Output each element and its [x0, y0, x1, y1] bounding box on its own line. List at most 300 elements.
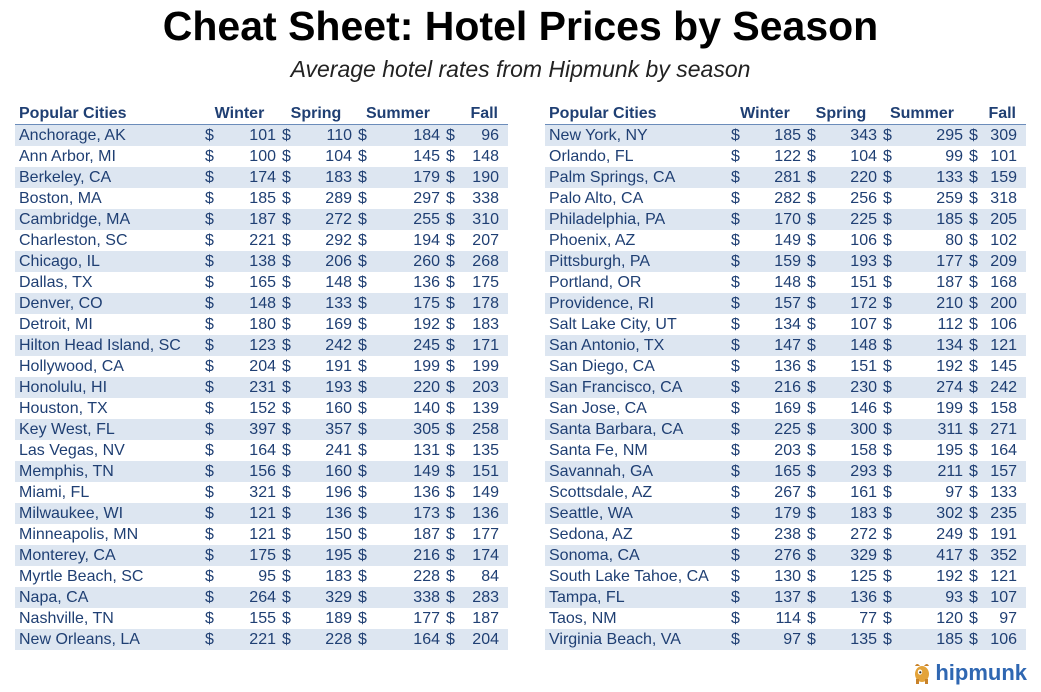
price-cell-fall [965, 398, 1026, 419]
currency-symbol: $ [446, 337, 455, 354]
price-cell-spring [803, 503, 879, 524]
price-cell-winter [727, 398, 803, 419]
price-value: 318 [990, 190, 1017, 207]
city-cell: Philadelphia, PA [545, 209, 727, 230]
price-value: 210 [936, 295, 963, 312]
price-value: 185 [774, 127, 801, 144]
price-cell-spring [278, 230, 354, 251]
currency-symbol: $ [358, 505, 367, 522]
price-cell-summer [879, 461, 965, 482]
price-cell-summer [879, 335, 965, 356]
table-row [545, 125, 1026, 147]
price-cell-fall [442, 629, 508, 650]
price-cell-spring [803, 524, 879, 545]
price-cell-summer [354, 587, 442, 608]
currency-symbol: $ [807, 127, 816, 144]
price-cell-fall [965, 125, 1026, 147]
price-cell-winter [727, 272, 803, 293]
price-cell-fall [442, 545, 508, 566]
city-cell: San Francisco, CA [545, 377, 727, 398]
price-value: 205 [990, 211, 1017, 228]
price-cell-summer [354, 314, 442, 335]
price-cell-spring [278, 146, 354, 167]
table-row [545, 314, 1026, 335]
currency-symbol: $ [446, 316, 455, 333]
price-value: 338 [472, 190, 499, 207]
currency-symbol: $ [731, 211, 740, 228]
price-cell-winter [727, 461, 803, 482]
price-cell-summer [354, 545, 442, 566]
price-cell-winter [727, 419, 803, 440]
currency-symbol: $ [358, 274, 367, 291]
price-value: 179 [413, 169, 440, 186]
city-cell: Phoenix, AZ [545, 230, 727, 251]
currency-symbol: $ [358, 442, 367, 459]
logo-text: hipmunk [935, 660, 1027, 685]
price-value: 193 [325, 379, 352, 396]
price-value: 133 [990, 484, 1017, 501]
price-value: 177 [413, 610, 440, 627]
price-cell-summer [879, 440, 965, 461]
currency-symbol: $ [446, 547, 455, 564]
price-value: 95 [258, 568, 276, 585]
price-value: 267 [774, 484, 801, 501]
price-value: 169 [325, 316, 352, 333]
price-cell-spring [278, 293, 354, 314]
currency-symbol: $ [969, 589, 978, 606]
currency-symbol: $ [969, 484, 978, 501]
price-value: 225 [850, 211, 877, 228]
price-cell-summer [879, 503, 965, 524]
currency-symbol: $ [969, 505, 978, 522]
currency-symbol: $ [205, 295, 214, 312]
currency-symbol: $ [883, 589, 892, 606]
price-value: 106 [990, 631, 1017, 648]
city-cell: Denver, CO [15, 293, 201, 314]
currency-symbol: $ [807, 442, 816, 459]
table-row [15, 524, 508, 545]
currency-symbol: $ [731, 148, 740, 165]
table-header-row [545, 104, 1026, 125]
price-cell-winter [727, 188, 803, 209]
city-cell: Napa, CA [15, 587, 201, 608]
table-row [15, 167, 508, 188]
price-value: 160 [325, 463, 352, 480]
currency-symbol: $ [969, 232, 978, 249]
price-value: 104 [325, 148, 352, 165]
price-value: 107 [990, 589, 1017, 606]
currency-symbol: $ [969, 463, 978, 480]
price-value: 343 [850, 127, 877, 144]
table-row [545, 272, 1026, 293]
price-value: 157 [990, 463, 1017, 480]
price-value: 100 [249, 148, 276, 165]
price-cell-spring [803, 314, 879, 335]
currency-symbol: $ [807, 526, 816, 543]
price-cell-fall [442, 188, 508, 209]
currency-symbol: $ [883, 316, 892, 333]
currency-symbol: $ [731, 127, 740, 144]
page-title: Cheat Sheet: Hotel Prices by Season [162, 3, 879, 49]
city-cell: New Orleans, LA [15, 629, 201, 650]
city-cell: Key West, FL [15, 419, 201, 440]
price-cell-fall [965, 419, 1026, 440]
currency-symbol: $ [731, 400, 740, 417]
price-value: 149 [774, 232, 801, 249]
currency-symbol: $ [807, 547, 816, 564]
price-cell-summer [354, 167, 442, 188]
currency-symbol: $ [205, 610, 214, 627]
currency-symbol: $ [282, 526, 291, 543]
currency-symbol: $ [731, 610, 740, 627]
currency-symbol: $ [731, 631, 740, 648]
price-cell-spring [278, 566, 354, 587]
currency-symbol: $ [883, 400, 892, 417]
price-cell-fall [442, 524, 508, 545]
currency-symbol: $ [969, 211, 978, 228]
currency-symbol: $ [446, 253, 455, 270]
currency-symbol: $ [731, 379, 740, 396]
price-value: 177 [936, 253, 963, 270]
price-value: 156 [249, 463, 276, 480]
currency-symbol: $ [282, 190, 291, 207]
price-value: 164 [990, 442, 1017, 459]
price-value: 225 [774, 421, 801, 438]
currency-symbol: $ [205, 442, 214, 459]
price-value: 242 [325, 337, 352, 354]
price-value: 249 [936, 526, 963, 543]
currency-symbol: $ [446, 442, 455, 459]
price-value: 158 [990, 400, 1017, 417]
price-cell-spring [278, 314, 354, 335]
currency-symbol: $ [883, 463, 892, 480]
price-cell-fall [965, 251, 1026, 272]
currency-symbol: $ [731, 589, 740, 606]
currency-symbol: $ [446, 274, 455, 291]
price-cell-winter [201, 377, 278, 398]
city-cell: Myrtle Beach, SC [15, 566, 201, 587]
price-cell-winter [201, 608, 278, 629]
currency-symbol: $ [358, 421, 367, 438]
price-cell-winter [727, 167, 803, 188]
currency-symbol: $ [731, 421, 740, 438]
price-cell-summer [354, 629, 442, 650]
price-cell-fall [965, 335, 1026, 356]
price-value: 136 [325, 505, 352, 522]
currency-symbol: $ [883, 547, 892, 564]
price-value: 99 [945, 148, 963, 165]
currency-symbol: $ [969, 127, 978, 144]
currency-symbol: $ [446, 505, 455, 522]
currency-symbol: $ [282, 568, 291, 585]
price-cell-spring [278, 608, 354, 629]
price-cell-winter [727, 251, 803, 272]
currency-symbol: $ [731, 295, 740, 312]
currency-symbol: $ [282, 589, 291, 606]
price-cell-summer [354, 524, 442, 545]
price-cell-summer [879, 188, 965, 209]
price-cell-winter [201, 419, 278, 440]
price-cell-summer [354, 566, 442, 587]
currency-symbol: $ [731, 568, 740, 585]
price-cell-summer [879, 356, 965, 377]
price-cell-winter [201, 440, 278, 461]
city-cell: Santa Fe, NM [545, 440, 727, 461]
currency-symbol: $ [282, 148, 291, 165]
price-value: 203 [472, 379, 499, 396]
table-row [15, 440, 508, 461]
price-value: 155 [249, 610, 276, 627]
city-cell: Monterey, CA [15, 545, 201, 566]
price-value: 311 [937, 421, 963, 438]
currency-symbol: $ [883, 505, 892, 522]
price-value: 199 [936, 400, 963, 417]
price-value: 272 [325, 211, 352, 228]
currency-symbol: $ [883, 211, 892, 228]
price-cell-spring [278, 629, 354, 650]
price-cell-fall [965, 482, 1026, 503]
price-cell-fall [965, 314, 1026, 335]
price-value: 259 [936, 190, 963, 207]
price-cell-winter [201, 629, 278, 650]
price-value: 97 [945, 484, 963, 501]
currency-symbol: $ [205, 253, 214, 270]
table-row [15, 629, 508, 650]
currency-symbol: $ [807, 190, 816, 207]
price-cell-summer [879, 587, 965, 608]
currency-symbol: $ [446, 379, 455, 396]
currency-symbol: $ [883, 526, 892, 543]
currency-symbol: $ [807, 148, 816, 165]
price-value: 136 [774, 358, 801, 375]
city-cell: Virginia Beach, VA [545, 629, 727, 650]
price-value: 183 [325, 568, 352, 585]
currency-symbol: $ [205, 400, 214, 417]
price-value: 204 [249, 358, 276, 375]
price-value: 245 [413, 337, 440, 354]
price-cell-spring [278, 503, 354, 524]
column-header-city: Popular Cities [15, 104, 201, 125]
currency-symbol: $ [446, 127, 455, 144]
currency-symbol: $ [883, 232, 892, 249]
price-value: 185 [936, 211, 963, 228]
price-value: 80 [945, 232, 963, 249]
price-value: 293 [850, 463, 877, 480]
column-header-spring: Spring [278, 104, 354, 125]
price-cell-fall [442, 419, 508, 440]
price-value: 135 [472, 442, 499, 459]
currency-symbol: $ [807, 589, 816, 606]
city-cell: Pittsburgh, PA [545, 251, 727, 272]
currency-symbol: $ [446, 526, 455, 543]
currency-symbol: $ [883, 421, 892, 438]
price-value: 106 [990, 316, 1017, 333]
currency-symbol: $ [969, 379, 978, 396]
city-cell: Portland, OR [545, 272, 727, 293]
currency-symbol: $ [358, 190, 367, 207]
price-value: 310 [472, 211, 499, 228]
city-cell: Santa Barbara, CA [545, 419, 727, 440]
price-cell-spring [803, 461, 879, 482]
price-cell-spring [803, 629, 879, 650]
table-row [545, 293, 1026, 314]
currency-symbol: $ [205, 568, 214, 585]
column-header-winter: Winter [727, 104, 803, 125]
price-value: 187 [249, 211, 276, 228]
city-cell: Minneapolis, MN [15, 524, 201, 545]
currency-symbol: $ [358, 610, 367, 627]
price-value: 228 [325, 631, 352, 648]
currency-symbol: $ [969, 169, 978, 186]
column-header-fall: Fall [965, 104, 1026, 125]
table-row [545, 524, 1026, 545]
currency-symbol: $ [358, 127, 367, 144]
price-cell-spring [803, 566, 879, 587]
price-cell-fall [965, 587, 1026, 608]
currency-symbol: $ [446, 358, 455, 375]
currency-symbol: $ [883, 358, 892, 375]
price-value: 150 [325, 526, 352, 543]
price-value: 238 [774, 526, 801, 543]
currency-symbol: $ [883, 337, 892, 354]
price-cell-spring [278, 545, 354, 566]
price-value: 183 [325, 169, 352, 186]
price-value: 125 [850, 568, 877, 585]
price-value: 260 [413, 253, 440, 270]
price-cell-summer [354, 335, 442, 356]
table-row [545, 230, 1026, 251]
currency-symbol: $ [358, 547, 367, 564]
price-value: 184 [413, 127, 440, 144]
table-row [15, 230, 508, 251]
price-value: 192 [936, 358, 963, 375]
price-value: 187 [413, 526, 440, 543]
city-cell: Salt Lake City, UT [545, 314, 727, 335]
price-value: 283 [472, 589, 499, 606]
price-value: 195 [325, 547, 352, 564]
price-value: 134 [936, 337, 963, 354]
price-value: 191 [990, 526, 1017, 543]
currency-symbol: $ [807, 631, 816, 648]
price-value: 177 [472, 526, 499, 543]
price-value: 148 [325, 274, 352, 291]
price-value: 194 [413, 232, 440, 249]
city-cell: Seattle, WA [545, 503, 727, 524]
currency-symbol: $ [883, 169, 892, 186]
table-row [545, 419, 1026, 440]
price-value: 110 [326, 127, 352, 144]
price-value: 305 [413, 421, 440, 438]
table-row [545, 335, 1026, 356]
price-value: 190 [472, 169, 499, 186]
price-cell-spring [278, 335, 354, 356]
price-cell-spring [278, 356, 354, 377]
currency-symbol: $ [969, 631, 978, 648]
price-value: 357 [325, 421, 352, 438]
price-value: 329 [325, 589, 352, 606]
price-cell-fall [965, 293, 1026, 314]
price-cell-spring [803, 545, 879, 566]
price-cell-fall [442, 398, 508, 419]
table-row [545, 608, 1026, 629]
price-value: 165 [249, 274, 276, 291]
price-cell-summer [879, 608, 965, 629]
currency-symbol: $ [807, 316, 816, 333]
table-row [15, 377, 508, 398]
currency-symbol: $ [205, 526, 214, 543]
price-value: 230 [850, 379, 877, 396]
currency-symbol: $ [446, 421, 455, 438]
city-cell: South Lake Tahoe, CA [545, 566, 727, 587]
price-value: 258 [472, 421, 499, 438]
currency-symbol: $ [282, 211, 291, 228]
price-cell-fall [442, 608, 508, 629]
currency-symbol: $ [205, 316, 214, 333]
currency-symbol: $ [282, 274, 291, 291]
city-cell: Tampa, FL [545, 587, 727, 608]
price-value: 271 [990, 421, 1017, 438]
city-cell: Savannah, GA [545, 461, 727, 482]
price-value: 221 [249, 631, 276, 648]
price-cell-summer [879, 251, 965, 272]
currency-symbol: $ [282, 505, 291, 522]
page-subtitle: Average hotel rates from Hipmunk by season [290, 56, 751, 82]
price-value: 195 [936, 442, 963, 459]
city-cell: Memphis, TN [15, 461, 201, 482]
price-table-left [15, 104, 508, 650]
price-cell-fall [965, 461, 1026, 482]
currency-symbol: $ [731, 484, 740, 501]
table-row [15, 419, 508, 440]
price-value: 121 [990, 337, 1017, 354]
currency-symbol: $ [883, 274, 892, 291]
currency-symbol: $ [883, 442, 892, 459]
price-value: 159 [774, 253, 801, 270]
currency-symbol: $ [807, 358, 816, 375]
price-value: 173 [413, 505, 440, 522]
price-cell-winter [727, 629, 803, 650]
currency-symbol: $ [731, 190, 740, 207]
price-cell-summer [354, 293, 442, 314]
price-cell-summer [879, 377, 965, 398]
price-cell-winter [201, 209, 278, 230]
currency-symbol: $ [731, 337, 740, 354]
currency-symbol: $ [205, 421, 214, 438]
table-row [545, 545, 1026, 566]
price-cell-summer [354, 398, 442, 419]
currency-symbol: $ [883, 127, 892, 144]
table-row [545, 398, 1026, 419]
price-cell-summer [354, 461, 442, 482]
price-value: 297 [413, 190, 440, 207]
table-row [545, 587, 1026, 608]
price-cell-spring [803, 377, 879, 398]
price-value: 256 [850, 190, 877, 207]
city-cell: Anchorage, AK [15, 125, 201, 147]
currency-symbol: $ [731, 274, 740, 291]
price-value: 149 [413, 463, 440, 480]
currency-symbol: $ [883, 379, 892, 396]
price-cell-spring [803, 398, 879, 419]
price-cell-fall [442, 125, 508, 147]
price-cell-winter [201, 167, 278, 188]
table-row [545, 146, 1026, 167]
city-cell: Orlando, FL [545, 146, 727, 167]
currency-symbol: $ [446, 631, 455, 648]
price-value: 191 [325, 358, 352, 375]
price-cell-summer [879, 293, 965, 314]
currency-symbol: $ [883, 631, 892, 648]
